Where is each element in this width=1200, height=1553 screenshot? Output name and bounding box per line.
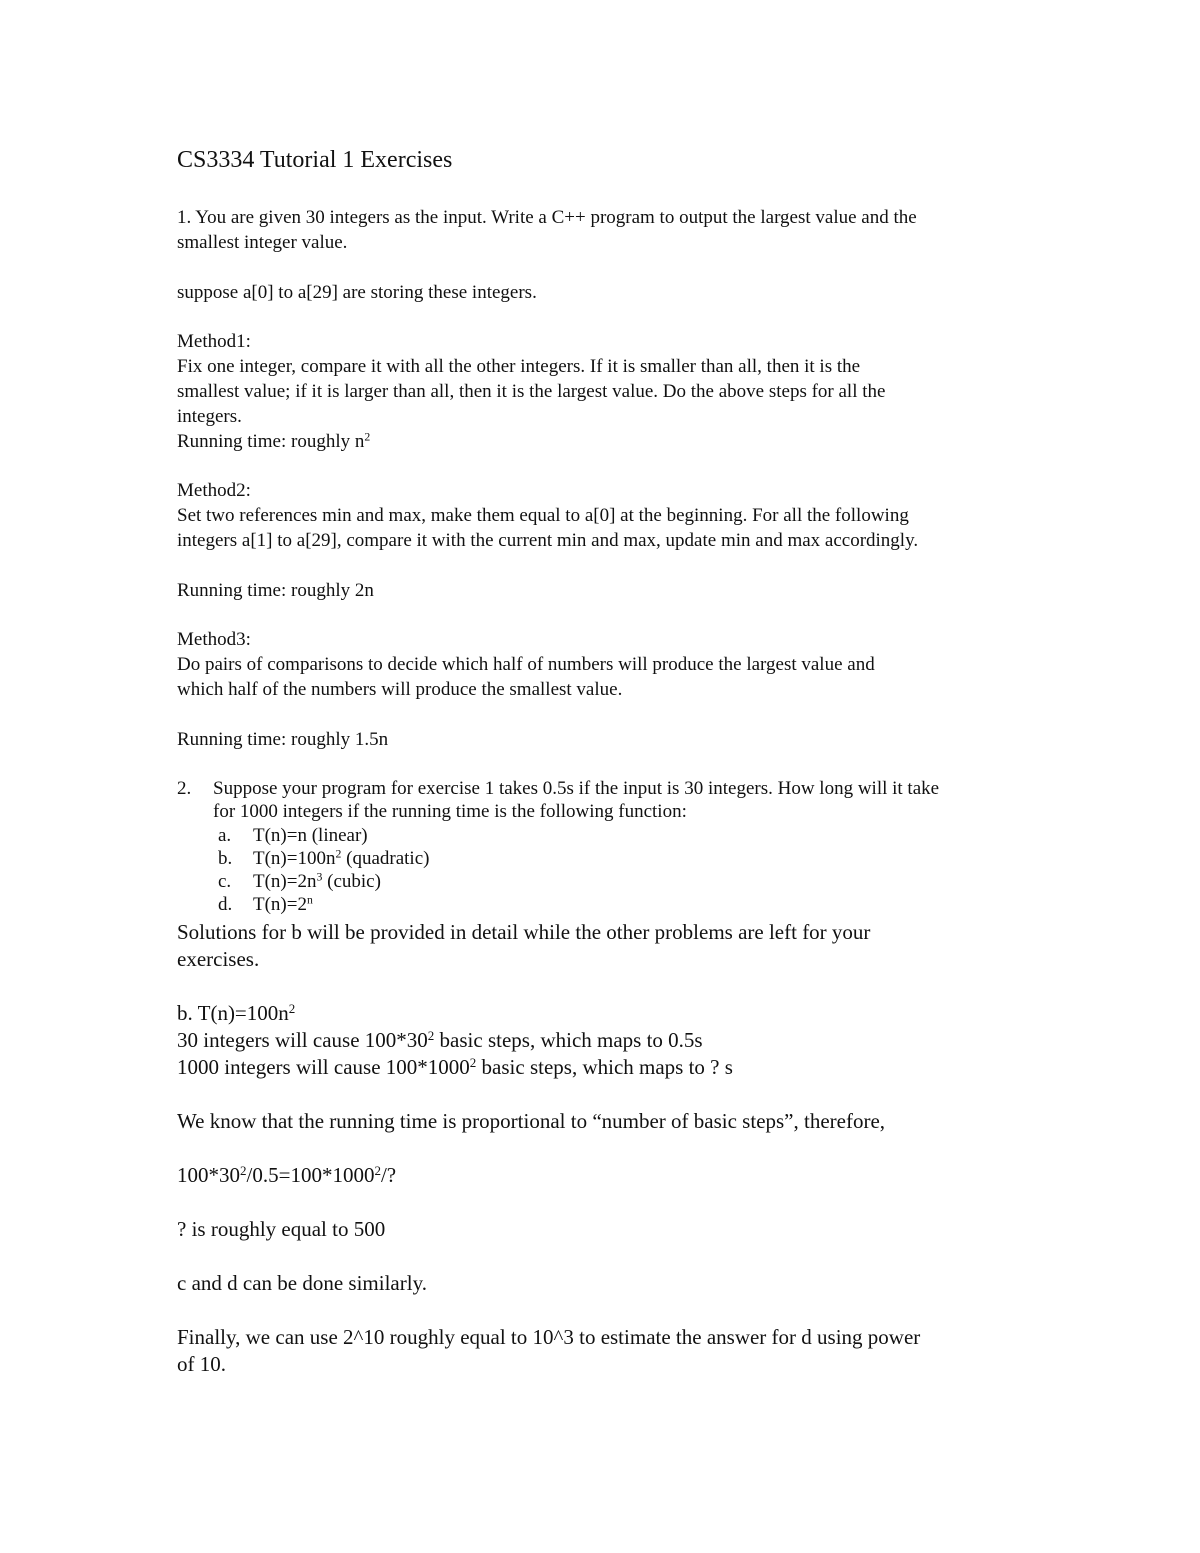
- q2-item-d: $T(n)=2^n$: [253, 893, 313, 915]
- q2-item-a: T(n)=n (linear): [253, 825, 368, 846]
- method3-line-2: which half of the numbers will produce the smallest value.: [177, 679, 623, 700]
- method1-line-1: Fix one integer, compare it with all the other integers. If it is smaller than all, then it is the: [177, 356, 861, 377]
- solution-proportional: We know that the running time is proportional to “number of basic steps”, therefore,: [177, 1109, 886, 1133]
- method2-heading: Method2:: [177, 480, 251, 501]
- solution-steps-30: 30 integers will cause $100*30^2$ basic steps, which maps to 0.5s: [177, 1027, 703, 1052]
- q2-item-c-marker: c.: [218, 871, 232, 892]
- solution-steps-1000: 1000 integers will cause 100*1000$^2$ basic steps, which maps to ? s: [177, 1054, 733, 1079]
- method2-running-time: Running time: roughly 2n: [177, 580, 374, 601]
- method1-line-2: smallest value; if it is larger than all, then it is the largest value. Do the above steps for all the: [177, 381, 886, 402]
- q2-line-1: Suppose your program for exercise 1 takes 0.5s if the input is 30 integers. How long will it take: [213, 778, 940, 799]
- solution-intro-line-2: exercises.: [177, 947, 260, 971]
- q2-item-d-marker: d.: [218, 894, 233, 915]
- q1-line-1: 1. You are given 30 integers as the input. Write a C++ program to output the largest value and the: [177, 207, 917, 228]
- solution-b-heading: b. $T(n)=100n^2$: [177, 1000, 296, 1025]
- method1-line-3: integers.: [177, 406, 242, 427]
- method1-heading: Method1:: [177, 331, 251, 352]
- q2-item-a-marker: a.: [218, 825, 232, 846]
- method3-running-time: Running time: roughly 1.5n: [177, 729, 389, 750]
- q2-number: 2.: [177, 778, 192, 799]
- q2-item-c: $T(n)=2n^3$ (cubic): [253, 870, 381, 892]
- q2-item-b: $T(n)=100n^2$ (quadratic): [253, 847, 430, 869]
- document-title: CS3334 Tutorial 1 Exercises: [177, 147, 453, 173]
- solution-finally-line-2: of 10.: [177, 1352, 226, 1376]
- solution-intro-line-1: Solutions for b will be provided in detail while the other problems are left for your: [177, 920, 871, 944]
- q1-suppose: suppose a[0] to a[29] are storing these integers.: [177, 282, 537, 303]
- method2-line-1: Set two references min and max, make them equal to a[0] at the beginning. For all the following: [177, 505, 909, 526]
- solution-result: ? is roughly equal to 500: [177, 1217, 386, 1241]
- q2-line-2: for 1000 integers if the running time is the following function:: [213, 801, 687, 822]
- method3-line-1: Do pairs of comparisons to decide which half of numbers will produce the largest value and: [177, 654, 875, 675]
- solution-finally-line-1: Finally, we can use 2^10 roughly equal to 10^3 to estimate the answer for d using power: [177, 1325, 921, 1349]
- solution-equation: $100*30^2/0.5=100*1000^2/$?: [177, 1162, 397, 1187]
- method1-running-time: Running time: roughly $n^2$: [177, 430, 371, 452]
- solution-c-and-d: c and d can be done similarly.: [177, 1271, 427, 1295]
- method2-line-2: integers a[1] to a[29], compare it with the current min and max, update min and max accordingly.: [177, 530, 919, 551]
- method3-heading: Method3:: [177, 629, 251, 650]
- q2-item-b-marker: b.: [218, 848, 233, 869]
- q1-line-2: smallest integer value.: [177, 232, 348, 253]
